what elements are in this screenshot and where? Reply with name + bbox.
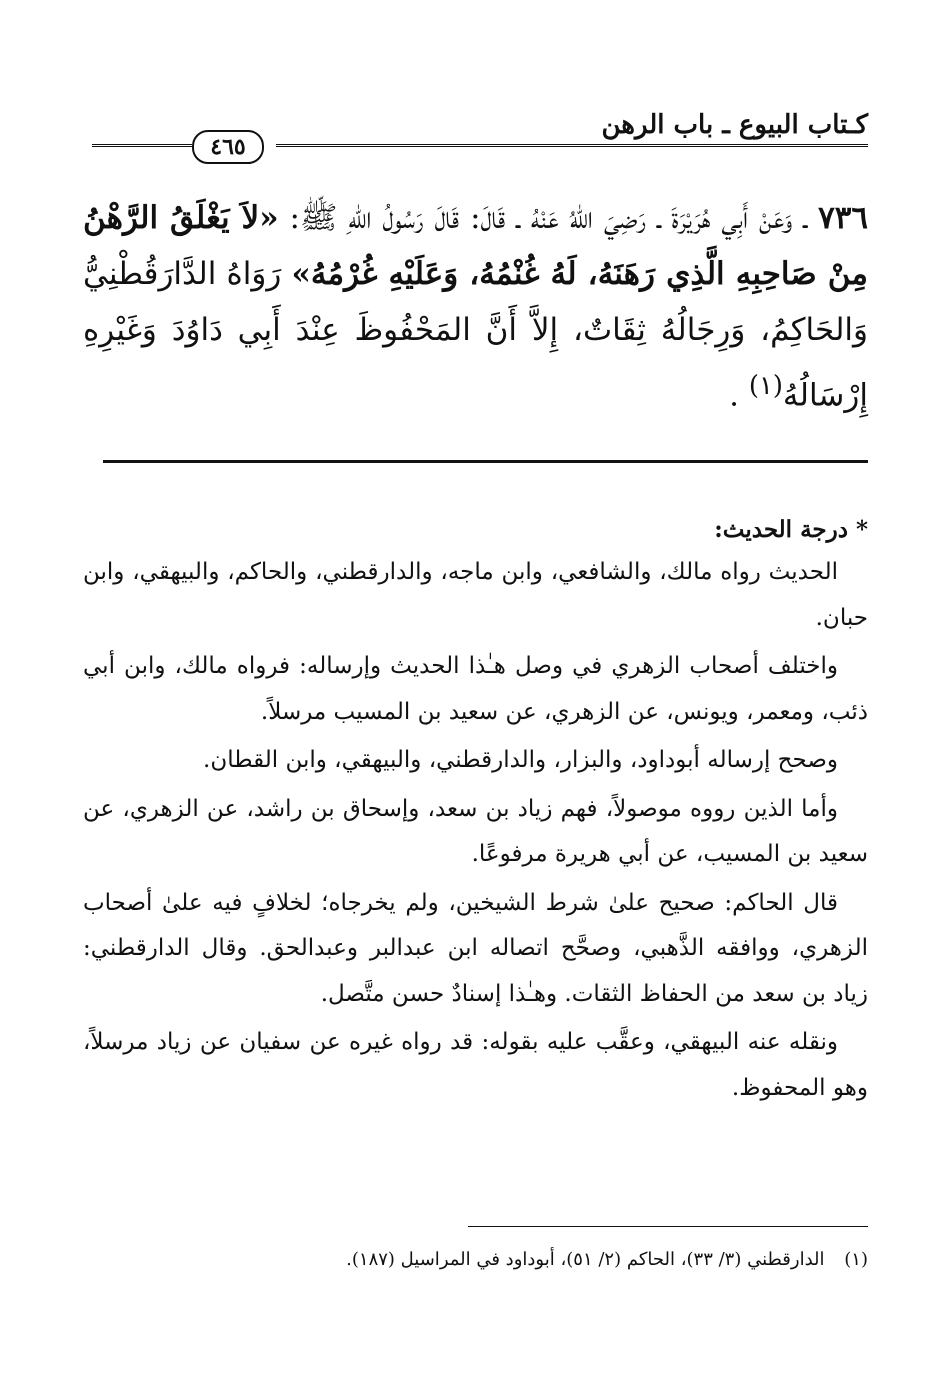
running-header-title: كـتاب البيوع ـ باب الرهن bbox=[601, 110, 868, 140]
footnote bbox=[83, 1245, 868, 1275]
grade-paragraph: وصحح إرساله أبوداود، والبزار، والدارقطني، والبيهقي، وابن القطان. bbox=[203, 747, 838, 773]
grade-heading: * درجة الحديث: bbox=[714, 516, 868, 543]
hadith-number: ٧٣٦ bbox=[818, 200, 869, 236]
hadith-end-mark: . bbox=[729, 377, 740, 414]
grade-paragraph: الحديث رواه مالك، والشافعي، وابن ماجه، والدارقطني، والحاكم، والبيهقي، وابن حبان. bbox=[83, 559, 868, 631]
hadith-grade-section bbox=[83, 510, 868, 1111]
footnote-reference: (١) bbox=[748, 371, 783, 401]
hadith-number-dash: ـ bbox=[803, 200, 808, 236]
hadith-takhrij: رَوَاهُ الدَّارَقُطْنِيُّ وَالحَاكِمُ، وَرِجَالُهُ ثِقَاتٌ، إِلاَّ أَنَّ المَحْفُوظَ عِنْدَ أَبِي دَاوُدَ وَغَيْرِهِ إِرْسَالُهُ bbox=[83, 256, 868, 414]
footnote-rule bbox=[468, 1226, 868, 1227]
grade-paragraph: وأما الذين رووه موصولاً، فهم زياد بن سعد، وإسحاق بن راشد، عن الزهري، عن سعيد بن المسيب، عن أبي هريرة مرفوعًا. bbox=[83, 795, 868, 867]
section-divider bbox=[103, 460, 868, 463]
hadith-block bbox=[83, 190, 868, 423]
header-rule-left bbox=[92, 144, 192, 147]
grade-paragraph: واختلف أصحاب الزهري في وصل هـٰذا الحديث وإرساله: فرواه مالك، وابن أبي ذئب، ومعمر، ويونس، عن الزهري، عن سعيد بن المسيب مرسلاً. bbox=[83, 653, 868, 725]
grade-paragraph: قال الحاكم: صحيح علىٰ شرط الشيخين، ولم يخرجاه؛ لخلافٍ فيه علىٰ أصحاب الزهري، ووافقه الذَّهبي، وصحَّح اتصاله ابن عبدالبر وعبدالحق. وقال الدارقطني: زياد بن سعد من الحفاظ الثقات. وهـٰذا إسنادٌ حسن متَّصل. bbox=[83, 889, 868, 1007]
hadith-intro: وَعَنْ أَبِي هُرَيْرَةَ ـ رَضِيَ اللهُ عَنْهُ ـ قَالَ: قَالَ رَسُولُ اللهِ ﷺ: bbox=[289, 200, 793, 236]
footnote-mark: (١) bbox=[844, 1249, 868, 1270]
footnote-text: الدارقطني (٣/ ٣٣)، الحاكم (٢/ ٥١)، أبوداود في المراسيل (١٨٧). bbox=[346, 1249, 825, 1270]
grade-paragraph: ونقله عنه البيهقي، وعقَّب عليه بقوله: قد رواه غيره عن سفيان عن زياد مرسلاً، وهو المحفوظ. bbox=[83, 1029, 868, 1101]
hadith-text: «لاَ يَغْلَقُ الرَّهْنُ مِنْ صَاحِبِهِ الَّذِي رَهَنَهُ، لَهُ غُنْمُهُ، وَعَلَيْهِ غُرْمُهُ» bbox=[83, 200, 868, 292]
page-number: ٤٦٥ bbox=[192, 130, 264, 164]
header-rule-right bbox=[276, 144, 868, 147]
